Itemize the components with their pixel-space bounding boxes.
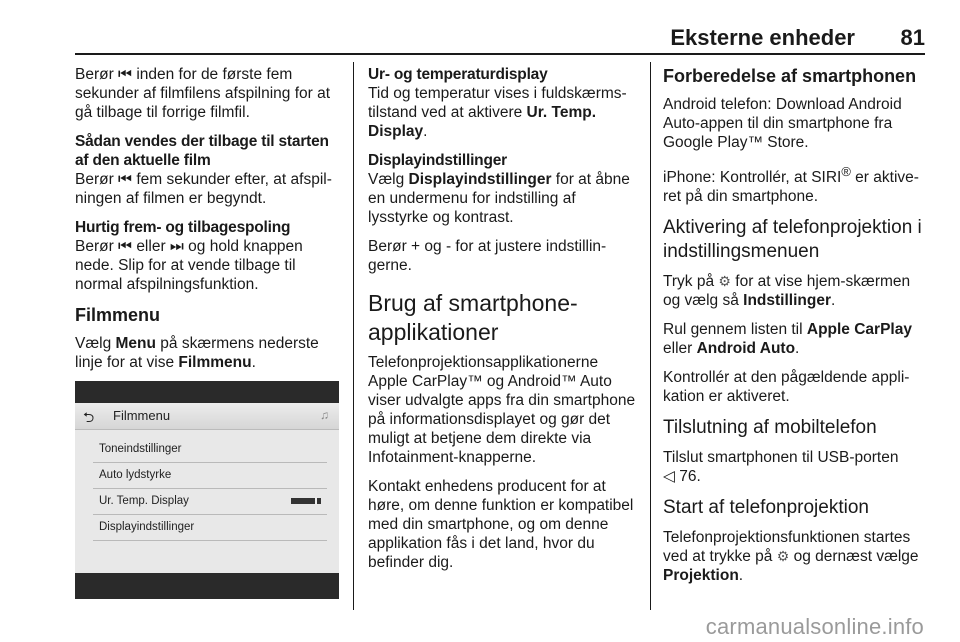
paragraph-rul: Rul gennem listen til Apple CarPlay eller Android Auto. [663, 321, 912, 358]
heading-tilslutning: Tilslutning af mobiltelefon [663, 417, 877, 439]
music-note-icon: ♫ [320, 408, 329, 422]
paragraph-urtemp: Tid og temperatur vises i fuldskærmstilstand ved at aktivere Ur. Temp. Display. [368, 85, 627, 140]
home-icon: ⚙ [776, 548, 790, 565]
paragraph-filmmenu: Vælg Menu på skærmens nederste linje for at vise Filmmenu. [75, 335, 319, 371]
heading-restart: Sådan vendes der tilbage til starten af den aktuelle film [75, 133, 329, 169]
watermark: carmanualsonline.info [705, 614, 924, 639]
paragraph-kontroller: Kontrollér at den pågældende applikation er aktiveret. [663, 369, 910, 406]
paragraph-android: Android telefon: Download Android Auto-appen til din smartphone fra Google Play™ Store. [663, 96, 902, 151]
column-3 [663, 65, 928, 595]
home-icon: ⚙ [718, 273, 731, 290]
list-item: Ur. Temp. Display [93, 489, 327, 515]
paragraph-start: Telefonprojektionsfunktionen startes ved at trykke på ⚙ og dernæst vælge Projektion. [663, 529, 919, 585]
column-divider [353, 62, 354, 610]
filmmenu-screenshot [75, 381, 339, 599]
heading-brug: Brug af smartphone-applikationer [368, 290, 578, 345]
heading-filmmenu: Filmmenu [75, 305, 161, 325]
paragraph-previous: Berør ⏮ inden for de første fem sekunder af filmfilens afspilning for at gå tilbage til forrige filmfil. [75, 66, 331, 121]
screen-menu-list [93, 437, 327, 541]
back-arrow-icon: ⮌ [83, 409, 95, 425]
list-item: Displayindstillinger [93, 515, 327, 541]
list-item: Toneindstillinger [93, 437, 327, 463]
paragraph-tryk: Tryk på ⚙ for at vise hjem-skærmen og vælg så Indstillinger. [663, 273, 911, 310]
heading-seek: Hurtig frem- og tilbagespoling [75, 219, 291, 236]
header-rule [75, 53, 925, 55]
paragraph-plusminus: Berør + og - for at justere indstillingerne. [368, 238, 607, 274]
heading-urtemp: Ur- og temperaturdisplay [368, 66, 548, 83]
list-item: Auto lydstyrke [93, 463, 327, 489]
paragraph-restart: Berør ⏮ fem sekunder efter, at afspilningen af filmen er begyndt. [75, 171, 332, 207]
heading-display: Displayindstillinger [368, 152, 507, 169]
page-reference: ◁ 76. [663, 468, 701, 486]
heading-aktivering: Aktivering af telefonprojektion i indstillingsmenuen [663, 217, 922, 263]
screen-title-bar [75, 403, 339, 430]
paragraph-seek: Berør ⏮ eller ⏭ og hold knappen nede. Slip for at vende tilbage til normal afspilningsfunktion. [75, 238, 303, 293]
column-2 [368, 65, 636, 582]
column-1 [75, 65, 343, 382]
paragraph-tilslutning: Tilslut smartphonen til USB-porten ◁ 76. [663, 449, 899, 486]
page-header [75, 24, 925, 52]
paragraph-display: Vælg Displayindstillinger for at åbne en undermenu for indstilling af lysstyrke og kontrast. [368, 171, 630, 226]
paragraph-telefonprojektion: Telefonprojektionsapplikationerne Apple CarPlay™ og Android™ Auto viser udvalgte apps fra din smartphone på informationsdisplayet og gør det muligt at betjene dem direkte via Infotainment-knapperne. [368, 354, 636, 466]
page-number: 81 [900, 25, 925, 50]
toggle-slider [291, 498, 321, 504]
paragraph-kontakt: Kontakt enhedens producent for at høre, om denne funktion er kompatibel med din smartphone, og om denne applikation fås i det land, hvor du befinder dig. [368, 478, 634, 571]
paragraph-iphone: iPhone: Kontrollér, at SIRI® er aktiveret på din smartphone. [663, 164, 919, 206]
heading-start: Start af telefonprojektion [663, 497, 869, 519]
screen-title: Filmmenu [113, 408, 171, 423]
chapter-title: Eksterne enheder [670, 25, 855, 50]
column-divider [650, 62, 651, 610]
heading-forberedelse: Forberedelse af smartphonen [663, 66, 917, 86]
